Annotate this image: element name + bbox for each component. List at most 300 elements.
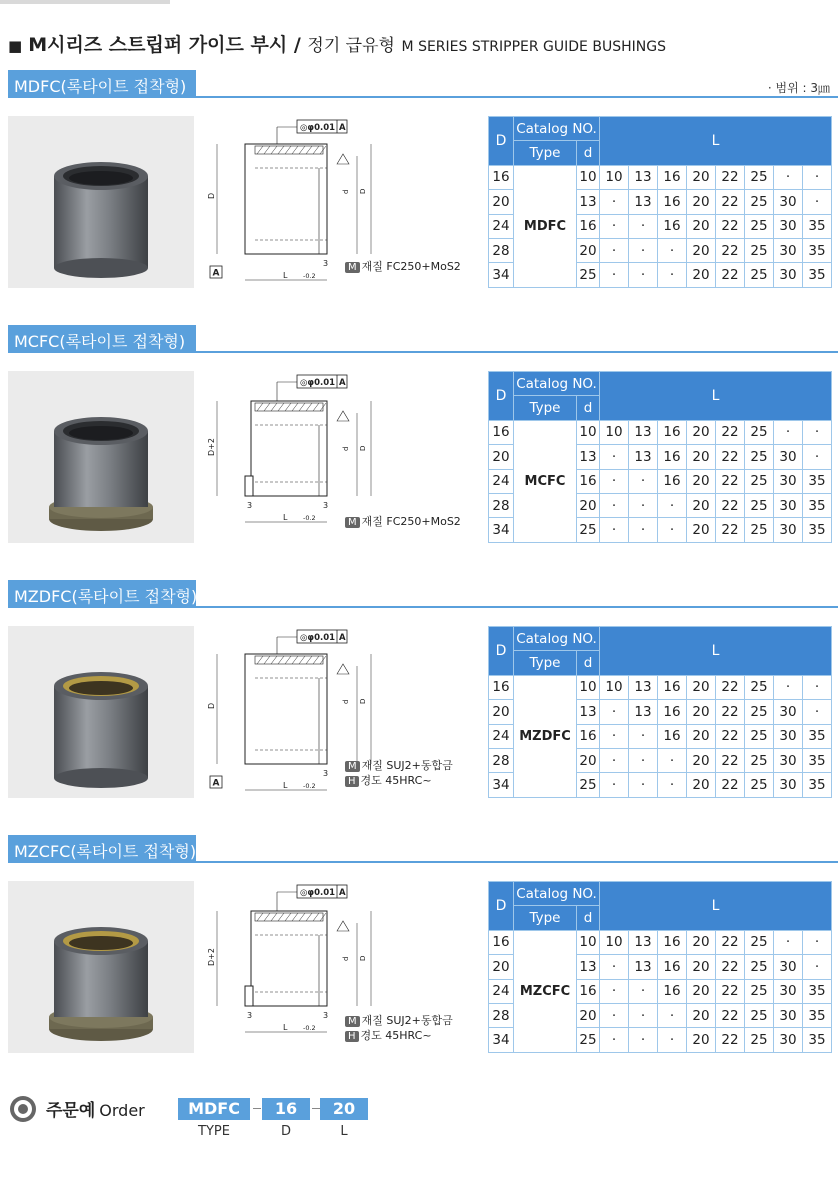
svg-text:L: L <box>283 781 288 790</box>
svg-text:L: L <box>283 271 288 280</box>
cell-L: 30 <box>774 773 803 797</box>
cell-L: 22 <box>716 469 745 493</box>
cell-L: · <box>600 469 629 493</box>
cell-L: 16 <box>658 420 687 444</box>
cell-L: 30 <box>774 445 803 469</box>
svg-text:-0.2: -0.2 <box>303 514 316 522</box>
catalog-table <box>488 881 832 1053</box>
product-section-mdfc <box>0 70 840 300</box>
cell-D: 28 <box>489 238 514 262</box>
section-header-rule <box>196 861 838 863</box>
cell-d: 25 <box>577 263 600 287</box>
cell-L: · <box>658 518 687 542</box>
material-note <box>345 1012 453 1028</box>
subtitle-korean: 정기 급유형 <box>307 36 395 56</box>
cell-L: · <box>600 1003 629 1027</box>
cell-L: · <box>658 748 687 772</box>
section-title: MDFC(록타이트 접착형) <box>14 77 187 96</box>
cell-L: 25 <box>745 1003 774 1027</box>
svg-text:D: D <box>359 445 367 451</box>
cell-L: · <box>600 979 629 1003</box>
cell-L: 10 <box>600 675 629 699</box>
cell-L: · <box>600 1028 629 1052</box>
cell-L: 20 <box>687 445 716 469</box>
cell-L: 22 <box>716 518 745 542</box>
cell-D: 16 <box>489 675 514 699</box>
cell-type: MCFC <box>514 420 577 542</box>
cell-L: · <box>629 773 658 797</box>
cell-L: · <box>600 263 629 287</box>
cell-L: 35 <box>803 469 832 493</box>
cell-L: 35 <box>803 1028 832 1052</box>
cell-D: 16 <box>489 930 514 954</box>
cell-L: · <box>629 1003 658 1027</box>
cell-d: 16 <box>577 979 600 1003</box>
cell-L: 22 <box>716 190 745 214</box>
cell-L: 30 <box>774 955 803 979</box>
svg-text:A: A <box>212 778 220 789</box>
svg-text:D: D <box>207 192 216 199</box>
cell-L: 10 <box>600 930 629 954</box>
svg-text:◎φ0.01: ◎φ0.01 <box>300 123 336 133</box>
cell-L: 30 <box>774 724 803 748</box>
order-type-caption: TYPE <box>198 1124 230 1139</box>
cell-L: 13 <box>629 165 658 189</box>
order-dash <box>253 1108 261 1109</box>
svg-text:3: 3 <box>247 501 253 510</box>
cell-D: 20 <box>489 700 514 724</box>
product-section-mzcfc <box>0 835 840 1065</box>
cell-L: · <box>629 979 658 1003</box>
material-tag: H <box>345 776 359 787</box>
cell-L: · <box>803 445 832 469</box>
material-tag: M <box>345 1016 360 1027</box>
cell-d: 13 <box>577 955 600 979</box>
cell-L: 25 <box>745 469 774 493</box>
cell-L: · <box>803 420 832 444</box>
cell-L: 20 <box>687 773 716 797</box>
svg-text:A: A <box>339 123 346 133</box>
col-header-L: L <box>600 627 832 676</box>
cell-L: 16 <box>658 700 687 724</box>
cell-d: 20 <box>577 748 600 772</box>
col-header-type: Type <box>514 651 577 675</box>
cell-L: 20 <box>687 1028 716 1052</box>
order-dash <box>312 1108 320 1109</box>
order-title <box>46 1096 145 1121</box>
cell-d: 16 <box>577 214 600 238</box>
cell-L: · <box>600 238 629 262</box>
cell-D: 16 <box>489 420 514 444</box>
svg-text:d: d <box>342 699 350 704</box>
cell-d: 25 <box>577 1028 600 1052</box>
svg-text:3: 3 <box>323 769 329 778</box>
title-square-icon: ■ <box>8 37 23 55</box>
cell-L: 20 <box>687 493 716 517</box>
cell-L: 30 <box>774 1028 803 1052</box>
cell-L: 22 <box>716 700 745 724</box>
cell-L: 25 <box>745 420 774 444</box>
cell-L: 22 <box>716 748 745 772</box>
table-row <box>489 165 832 189</box>
cell-L: 30 <box>774 748 803 772</box>
cell-D: 24 <box>489 214 514 238</box>
technical-drawing <box>205 881 480 1056</box>
cell-L: 30 <box>774 1003 803 1027</box>
svg-text:◎φ0.01: ◎φ0.01 <box>300 378 336 388</box>
section-header <box>8 835 838 863</box>
svg-text:d: d <box>342 446 350 451</box>
cell-L: 25 <box>745 238 774 262</box>
cell-L: 25 <box>745 190 774 214</box>
cell-L: 16 <box>658 930 687 954</box>
cell-d: 16 <box>577 469 600 493</box>
cell-type: MDFC <box>514 165 577 287</box>
catalog-table <box>488 116 832 288</box>
cell-L: · <box>629 469 658 493</box>
col-header-catalog: Catalog NO. <box>514 372 600 396</box>
order-type-box: MDFC <box>178 1098 250 1120</box>
cell-L: · <box>658 238 687 262</box>
cell-d: 10 <box>577 675 600 699</box>
cell-L: 25 <box>745 724 774 748</box>
col-header-d: d <box>577 906 600 930</box>
cell-L: 25 <box>745 518 774 542</box>
cell-L: 25 <box>745 979 774 1003</box>
cell-L: 20 <box>687 1003 716 1027</box>
page-title <box>8 30 666 57</box>
cell-L: · <box>629 748 658 772</box>
cell-L: 20 <box>687 238 716 262</box>
cell-L: · <box>774 420 803 444</box>
table-row <box>489 675 832 699</box>
cell-L: 25 <box>745 493 774 517</box>
svg-text:-0.2: -0.2 <box>303 782 316 790</box>
cell-L: · <box>600 493 629 517</box>
cell-L: 10 <box>600 165 629 189</box>
cell-L: 16 <box>658 214 687 238</box>
svg-text:A: A <box>212 268 220 279</box>
col-header-L: L <box>600 372 832 421</box>
cell-d: 16 <box>577 724 600 748</box>
cell-L: 20 <box>687 420 716 444</box>
cell-L: 22 <box>716 165 745 189</box>
section-header <box>8 70 838 98</box>
cell-L: 20 <box>687 165 716 189</box>
cell-L: 16 <box>658 445 687 469</box>
cell-L: · <box>658 1003 687 1027</box>
cell-L: · <box>629 518 658 542</box>
cell-L: 30 <box>774 979 803 1003</box>
cell-L: 30 <box>774 493 803 517</box>
cell-L: 16 <box>658 724 687 748</box>
cell-L: · <box>629 493 658 517</box>
cell-L: 25 <box>745 1028 774 1052</box>
order-d-caption: D <box>280 1124 291 1139</box>
cell-L: 13 <box>629 190 658 214</box>
svg-text:L: L <box>283 1023 288 1032</box>
cell-type: MZCFC <box>514 930 577 1052</box>
cell-L: 20 <box>687 979 716 1003</box>
col-header-D: D <box>489 117 514 166</box>
cell-L: 25 <box>745 955 774 979</box>
material-text: 재질 FC250+MoS2 <box>361 515 461 528</box>
cell-D: 24 <box>489 724 514 748</box>
cell-D: 28 <box>489 748 514 772</box>
svg-text:D+2: D+2 <box>207 948 216 966</box>
cell-L: 22 <box>716 238 745 262</box>
section-title: MZDFC(록타이트 접착형) <box>14 587 198 606</box>
cell-L: 20 <box>687 955 716 979</box>
cell-d: 25 <box>577 518 600 542</box>
material-tag: M <box>345 517 360 528</box>
cell-L: 20 <box>687 700 716 724</box>
material-note <box>345 258 461 274</box>
cell-D: 20 <box>489 445 514 469</box>
title-separator: / <box>293 34 301 56</box>
section-header-rule <box>196 606 838 608</box>
col-header-type: Type <box>514 906 577 930</box>
cell-L: 10 <box>600 420 629 444</box>
cell-d: 13 <box>577 190 600 214</box>
cell-L: 22 <box>716 1028 745 1052</box>
cell-L: 22 <box>716 420 745 444</box>
svg-text:D: D <box>359 698 367 704</box>
cell-L: 35 <box>803 493 832 517</box>
cell-d: 20 <box>577 493 600 517</box>
cell-L: · <box>600 214 629 238</box>
section-header <box>8 580 838 608</box>
cell-L: · <box>600 773 629 797</box>
cell-L: 22 <box>716 955 745 979</box>
cell-d: 13 <box>577 445 600 469</box>
svg-text:D: D <box>359 955 367 961</box>
range-note: · 범위 : 3㎛ <box>767 81 830 95</box>
cell-L: · <box>803 955 832 979</box>
cell-D: 24 <box>489 979 514 1003</box>
cell-L: 22 <box>716 493 745 517</box>
cell-L: 20 <box>687 214 716 238</box>
table-row <box>489 930 832 954</box>
cell-D: 28 <box>489 1003 514 1027</box>
col-header-catalog: Catalog NO. <box>514 627 600 651</box>
cell-d: 10 <box>577 930 600 954</box>
cell-L: 20 <box>687 724 716 748</box>
product-section-mcfc <box>0 325 840 555</box>
cell-L: · <box>774 165 803 189</box>
material-text: 경도 45HRC~ <box>360 774 432 787</box>
svg-text:-0.2: -0.2 <box>303 272 316 280</box>
cell-L: 16 <box>658 675 687 699</box>
product-section-mzdfc <box>0 580 840 810</box>
cell-L: 20 <box>687 469 716 493</box>
cell-L: 13 <box>629 445 658 469</box>
cell-D: 34 <box>489 263 514 287</box>
cell-L: 30 <box>774 190 803 214</box>
section-header <box>8 325 838 353</box>
cell-L: 35 <box>803 773 832 797</box>
svg-text:◎φ0.01: ◎φ0.01 <box>300 888 336 898</box>
cell-L: · <box>600 700 629 724</box>
cell-D: 24 <box>489 469 514 493</box>
cell-L: 35 <box>803 214 832 238</box>
cell-D: 20 <box>489 190 514 214</box>
cell-L: · <box>629 1028 658 1052</box>
svg-text:d: d <box>342 956 350 961</box>
cell-L: · <box>774 675 803 699</box>
svg-text:d: d <box>342 189 350 194</box>
cell-L: 13 <box>629 930 658 954</box>
order-l-box: 20 <box>320 1098 368 1120</box>
cell-L: · <box>658 493 687 517</box>
cell-L: 35 <box>803 724 832 748</box>
col-header-L: L <box>600 882 832 931</box>
cell-L: 30 <box>774 214 803 238</box>
cell-L: 13 <box>629 420 658 444</box>
cell-L: 25 <box>745 214 774 238</box>
cell-L: 20 <box>687 675 716 699</box>
title-korean: M시리즈 스트립퍼 가이드 부시 <box>28 34 288 56</box>
cell-D: 34 <box>489 1028 514 1052</box>
svg-text:◎φ0.01: ◎φ0.01 <box>300 633 336 643</box>
cell-L: · <box>629 263 658 287</box>
cell-L: 22 <box>716 445 745 469</box>
top-decor-strip <box>0 0 170 4</box>
cell-L: 22 <box>716 214 745 238</box>
order-title-en: Order <box>99 1101 145 1120</box>
order-icon <box>8 1094 38 1124</box>
material-tag: H <box>345 1031 359 1042</box>
cell-L: · <box>803 190 832 214</box>
cell-L: 30 <box>774 263 803 287</box>
cell-L: 20 <box>687 190 716 214</box>
svg-text:D: D <box>207 702 216 709</box>
table-row <box>489 420 832 444</box>
cell-L: 13 <box>629 675 658 699</box>
svg-text:3: 3 <box>323 1011 329 1020</box>
order-title-ko: 주문예 <box>46 1101 96 1121</box>
cell-L: · <box>803 930 832 954</box>
cell-L: · <box>600 955 629 979</box>
cell-L: 13 <box>629 700 658 724</box>
cell-L: 22 <box>716 675 745 699</box>
cell-L: 25 <box>745 930 774 954</box>
cell-D: 34 <box>489 773 514 797</box>
col-header-d: d <box>577 651 600 675</box>
col-header-D: D <box>489 627 514 676</box>
cell-L: · <box>803 675 832 699</box>
cell-L: 35 <box>803 1003 832 1027</box>
cell-L: 30 <box>774 700 803 724</box>
product-photo <box>8 626 194 798</box>
cell-L: · <box>629 214 658 238</box>
material-note <box>345 513 461 529</box>
svg-text:3: 3 <box>323 259 329 268</box>
cell-d: 20 <box>577 1003 600 1027</box>
cell-D: 34 <box>489 518 514 542</box>
cell-L: 25 <box>745 773 774 797</box>
cell-L: 35 <box>803 979 832 1003</box>
cell-L: · <box>658 773 687 797</box>
svg-text:L: L <box>283 513 288 522</box>
cell-L: 22 <box>716 773 745 797</box>
cell-L: 22 <box>716 1003 745 1027</box>
cell-L: 20 <box>687 263 716 287</box>
cell-L: · <box>658 263 687 287</box>
product-photo <box>8 116 194 288</box>
cell-L: · <box>629 724 658 748</box>
cell-L: 30 <box>774 238 803 262</box>
material-tag: M <box>345 761 360 772</box>
cell-d: 10 <box>577 420 600 444</box>
order-example <box>8 1092 508 1152</box>
cell-L: · <box>600 445 629 469</box>
svg-text:A: A <box>339 888 346 898</box>
cell-L: · <box>803 700 832 724</box>
svg-text:-0.2: -0.2 <box>303 1024 316 1032</box>
material-text: 경도 45HRC~ <box>360 1029 432 1042</box>
material-tag: M <box>345 262 360 273</box>
material-note <box>345 757 453 773</box>
cell-L: 22 <box>716 930 745 954</box>
order-l-caption: L <box>340 1124 348 1139</box>
cell-L: 25 <box>745 748 774 772</box>
material-text: 재질 FC250+MoS2 <box>361 260 461 273</box>
section-header-rule <box>196 96 838 98</box>
col-header-d: d <box>577 141 600 165</box>
col-header-type: Type <box>514 396 577 420</box>
svg-text:3: 3 <box>323 501 329 510</box>
cell-L: 22 <box>716 979 745 1003</box>
cell-L: 35 <box>803 238 832 262</box>
cell-d: 10 <box>577 165 600 189</box>
cell-type: MZDFC <box>514 675 577 797</box>
cell-L: 16 <box>658 190 687 214</box>
material-text: 재질 SUJ2+동합금 <box>361 759 453 772</box>
cell-L: 13 <box>629 955 658 979</box>
cell-d: 20 <box>577 238 600 262</box>
subtitle-english: M SERIES STRIPPER GUIDE BUSHINGS <box>401 39 666 55</box>
material-text: 재질 SUJ2+동합금 <box>361 1014 453 1027</box>
col-header-D: D <box>489 372 514 421</box>
col-header-catalog: Catalog NO. <box>514 117 600 141</box>
svg-text:D+2: D+2 <box>207 438 216 456</box>
col-header-catalog: Catalog NO. <box>514 882 600 906</box>
cell-L: 30 <box>774 518 803 542</box>
col-header-L: L <box>600 117 832 166</box>
cell-L: 16 <box>658 469 687 493</box>
svg-text:D: D <box>359 188 367 194</box>
section-header-rule <box>196 351 838 353</box>
cell-L: 16 <box>658 955 687 979</box>
cell-L: 35 <box>803 518 832 542</box>
cell-d: 25 <box>577 773 600 797</box>
cell-L: 25 <box>745 700 774 724</box>
cell-L: · <box>803 165 832 189</box>
svg-text:A: A <box>339 633 346 643</box>
cell-L: 16 <box>658 165 687 189</box>
cell-L: · <box>600 190 629 214</box>
technical-drawing <box>205 626 480 801</box>
cell-L: · <box>600 724 629 748</box>
cell-L: · <box>600 748 629 772</box>
cell-L: 16 <box>658 979 687 1003</box>
catalog-table <box>488 371 832 543</box>
col-header-type: Type <box>514 141 577 165</box>
cell-D: 16 <box>489 165 514 189</box>
cell-L: · <box>658 1028 687 1052</box>
col-header-D: D <box>489 882 514 931</box>
